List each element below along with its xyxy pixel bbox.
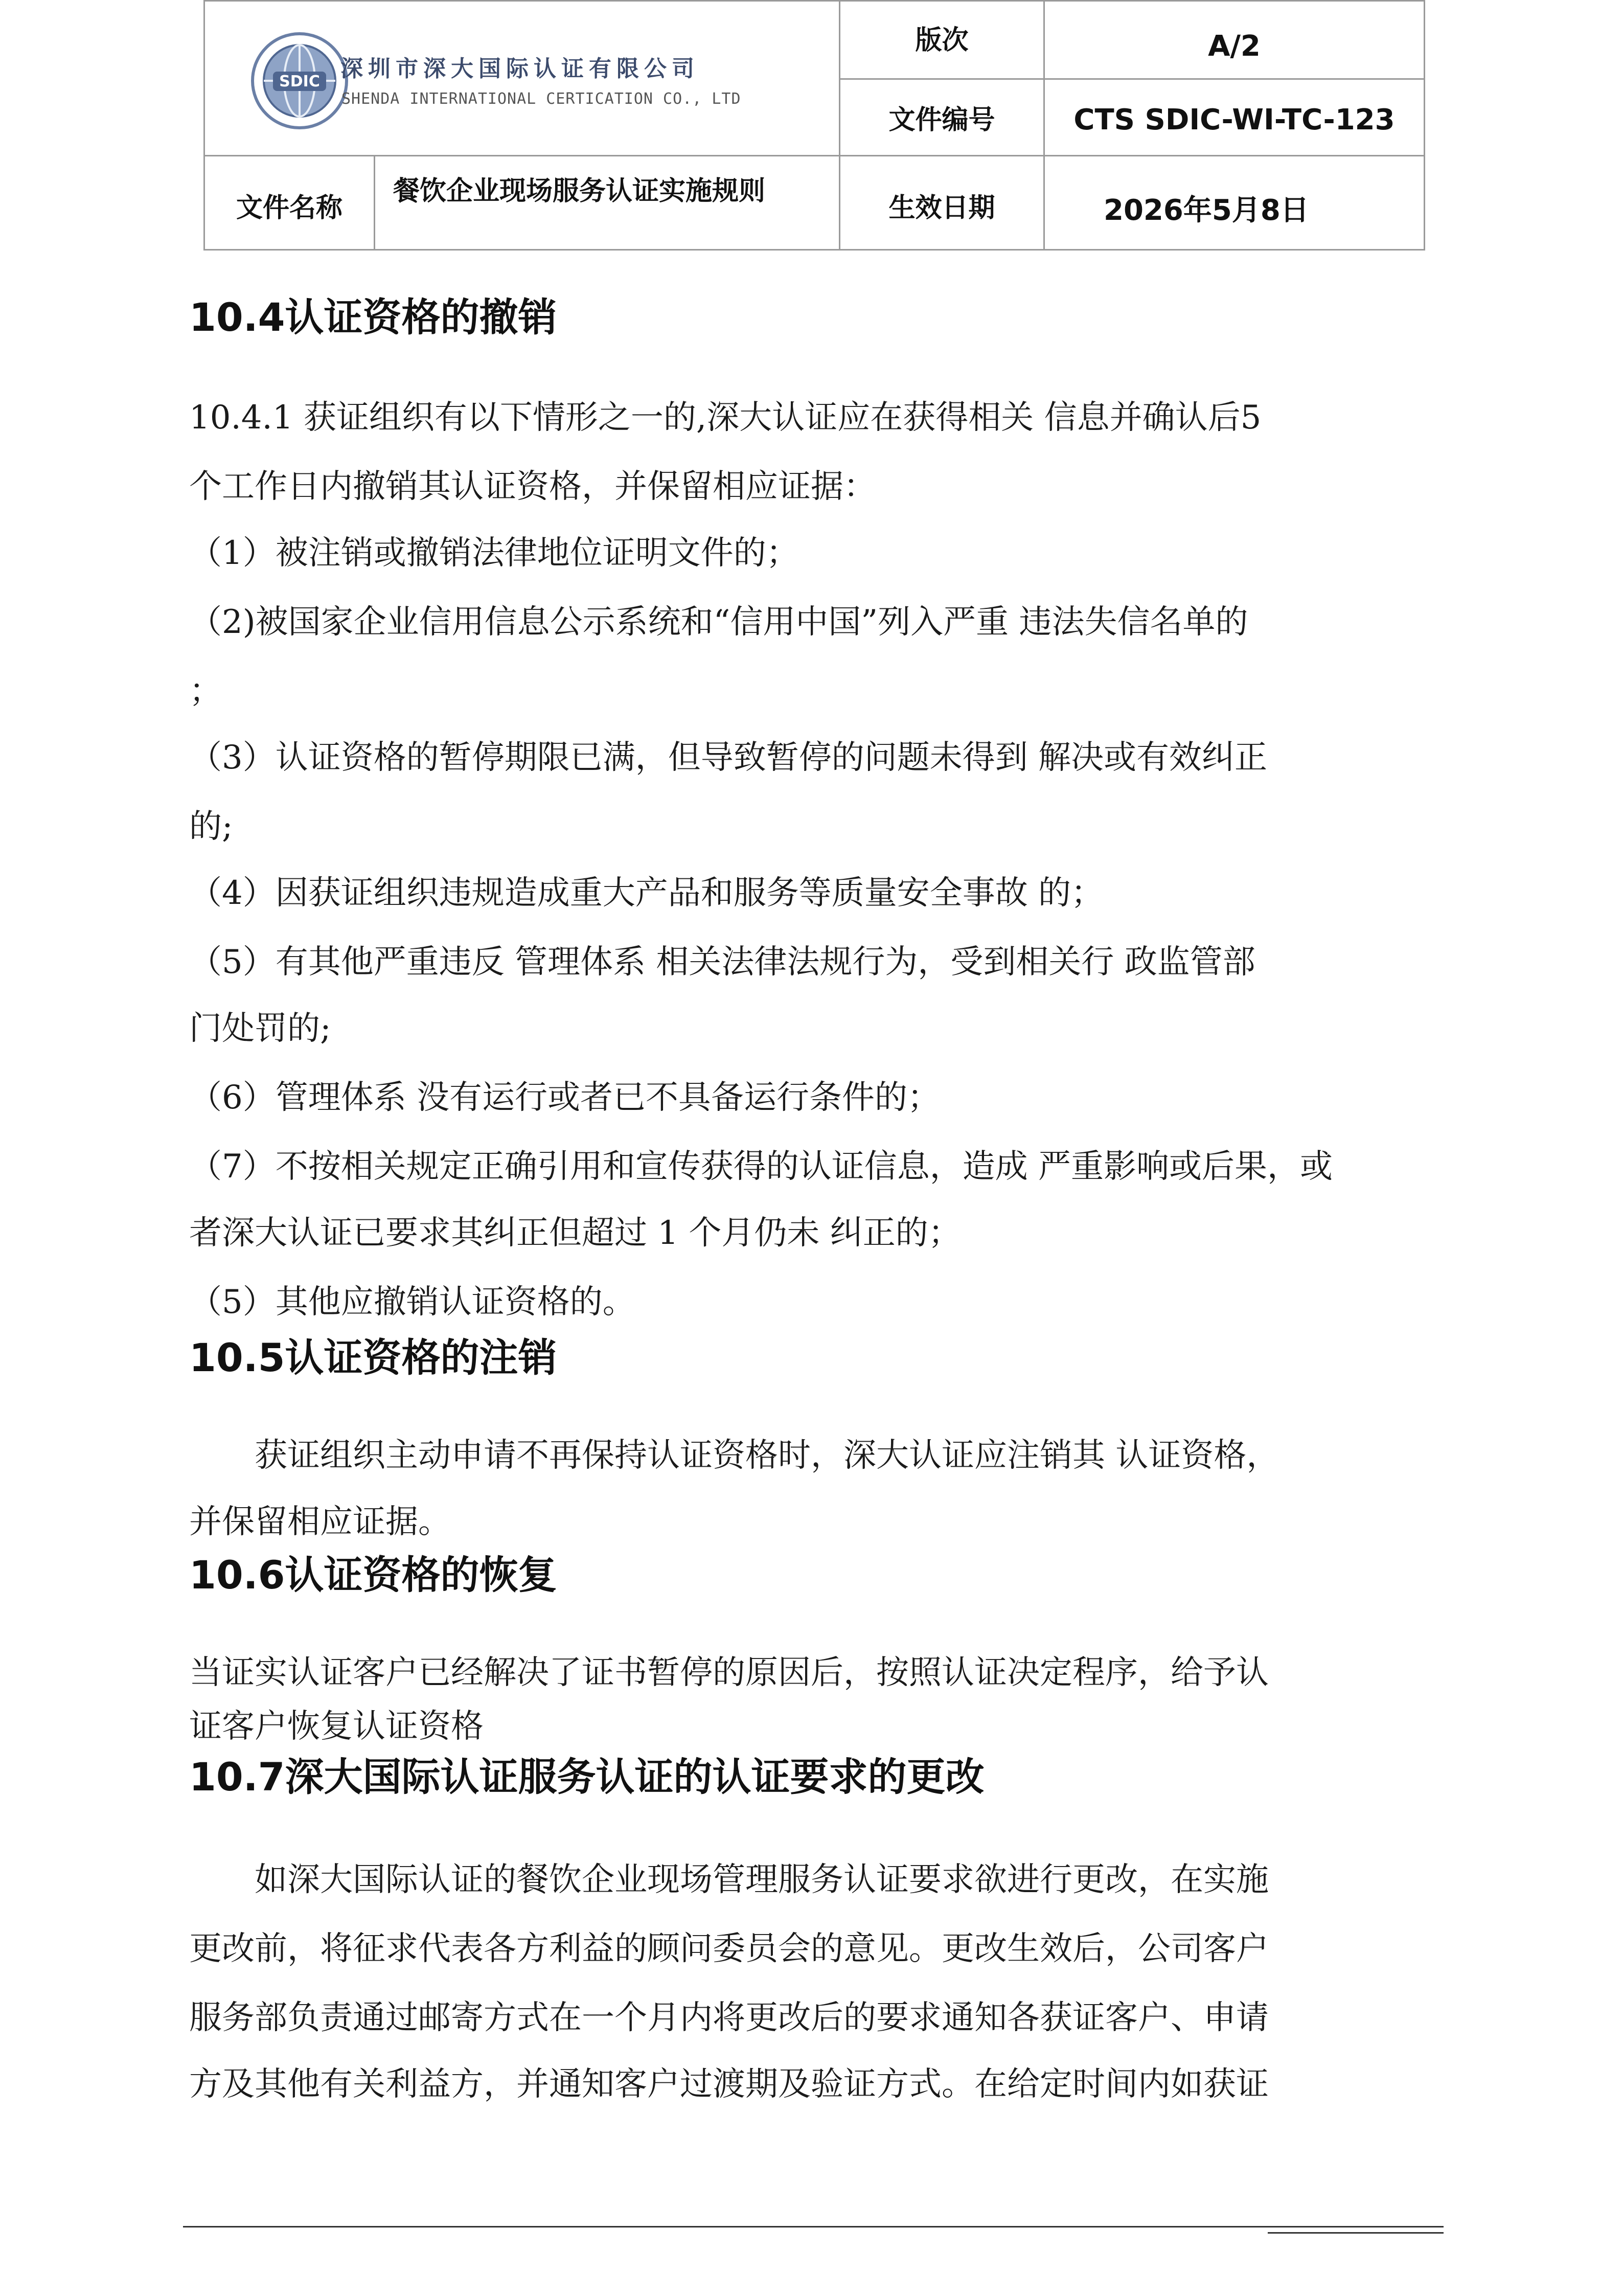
paragraph-line: 服务部负责通过邮寄方式在一个月内将更改后的要求通知各获证客户、申请 xyxy=(189,1999,1269,2037)
list-item: （2)被国家企业信用信息公示系统和“信用中国”列入严重 违法失信名单的 xyxy=(189,603,1248,641)
list-item: （5）有其他严重违反 管理体系 相关法律法规行为，受到相关行 政监管部 xyxy=(189,943,1255,981)
document-name-value: 餐饮企业现场服务认证实施规则 xyxy=(393,176,766,207)
list-item-continuation: 的; xyxy=(189,808,233,846)
logo-text: SDIC xyxy=(279,73,320,90)
list-item: （1）被注销或撤销法律地位证明文件的； xyxy=(189,534,799,572)
list-item: （5）其他应撤销认证资格的。 xyxy=(189,1283,635,1321)
document-header-table xyxy=(203,0,1425,251)
paragraph-line: 个工作日内撤销其认证资格，并保留相应证据： xyxy=(189,468,876,506)
company-name-en: SHENDA INTERNATIONAL CERTICATION CO., LTD xyxy=(341,90,741,108)
document-number-value: CTS SDIC-WI-TC-123 xyxy=(1073,103,1395,137)
paragraph-line: 如深大国际认证的餐饮企业现场管理服务认证要求欲进行更改，在实施 xyxy=(189,1861,1269,1899)
paragraph-line: 证客户恢复认证资格 xyxy=(189,1708,484,1745)
list-item-continuation: 门处罚的; xyxy=(189,1010,331,1048)
list-item: （4）因获证组织违规造成重大产品和服务等质量安全事故 的； xyxy=(189,874,1104,912)
effective-date-value: 2026年5月8日 xyxy=(1104,193,1309,227)
footer-divider xyxy=(1268,2232,1444,2234)
list-item: （7）不按相关规定正确引用和宣传获得的认证信息，造成 严重影响或后果，或 xyxy=(189,1148,1333,1186)
paragraph-line: 当证实认证客户已经解决了证书暂停的原因后，按照认证决定程序，给予认 xyxy=(189,1654,1269,1692)
section-heading: 10.5认证资格的注销 xyxy=(189,1335,557,1380)
paragraph-line: 获证组织主动申请不再保持认证资格时，深大认证应注销其 认证资格， xyxy=(189,1437,1279,1474)
section-heading: 10.6认证资格的恢复 xyxy=(189,1552,557,1598)
footer-divider xyxy=(183,2226,1444,2227)
document-name-label: 文件名称 xyxy=(236,193,342,223)
paragraph-line: 方及其他有关利益方，并通知客户过渡期及验证方式。在给定时间内如获证 xyxy=(189,2065,1269,2103)
list-item: （3）认证资格的暂停期限已满，但导致暂停的问题未得到 解决或有效纠正 xyxy=(189,739,1268,777)
paragraph-line: 更改前，将征求代表各方利益的顾问委员会的意见。更改生效后，公司客户 xyxy=(189,1930,1269,1968)
version-label: 版次 xyxy=(915,25,969,56)
version-value: A/2 xyxy=(1208,30,1261,63)
list-item-continuation: ； xyxy=(189,672,222,710)
list-item: （6）管理体系 没有运行或者已不具备运行条件的； xyxy=(189,1079,941,1117)
document-number-label: 文件编号 xyxy=(888,105,995,135)
globe-logo-icon xyxy=(248,30,351,132)
section-heading: 10.7深大国际认证服务认证的认证要求的更改 xyxy=(189,1754,985,1800)
effective-date-label: 生效日期 xyxy=(888,193,995,223)
paragraph-line: 10.4.1 获证组织有以下情形之一的,深大认证应在获得相关 信息并确认后5 xyxy=(189,399,1262,437)
list-item-continuation: 者深大认证已要求其纠正但超过 1 个月仍未 纠正的； xyxy=(189,1214,961,1252)
company-name-cn: 深圳市深大国际认证有限公司 xyxy=(340,56,699,82)
paragraph-line: 并保留相应证据。 xyxy=(189,1503,451,1541)
section-heading: 10.4认证资格的撤销 xyxy=(189,294,557,340)
